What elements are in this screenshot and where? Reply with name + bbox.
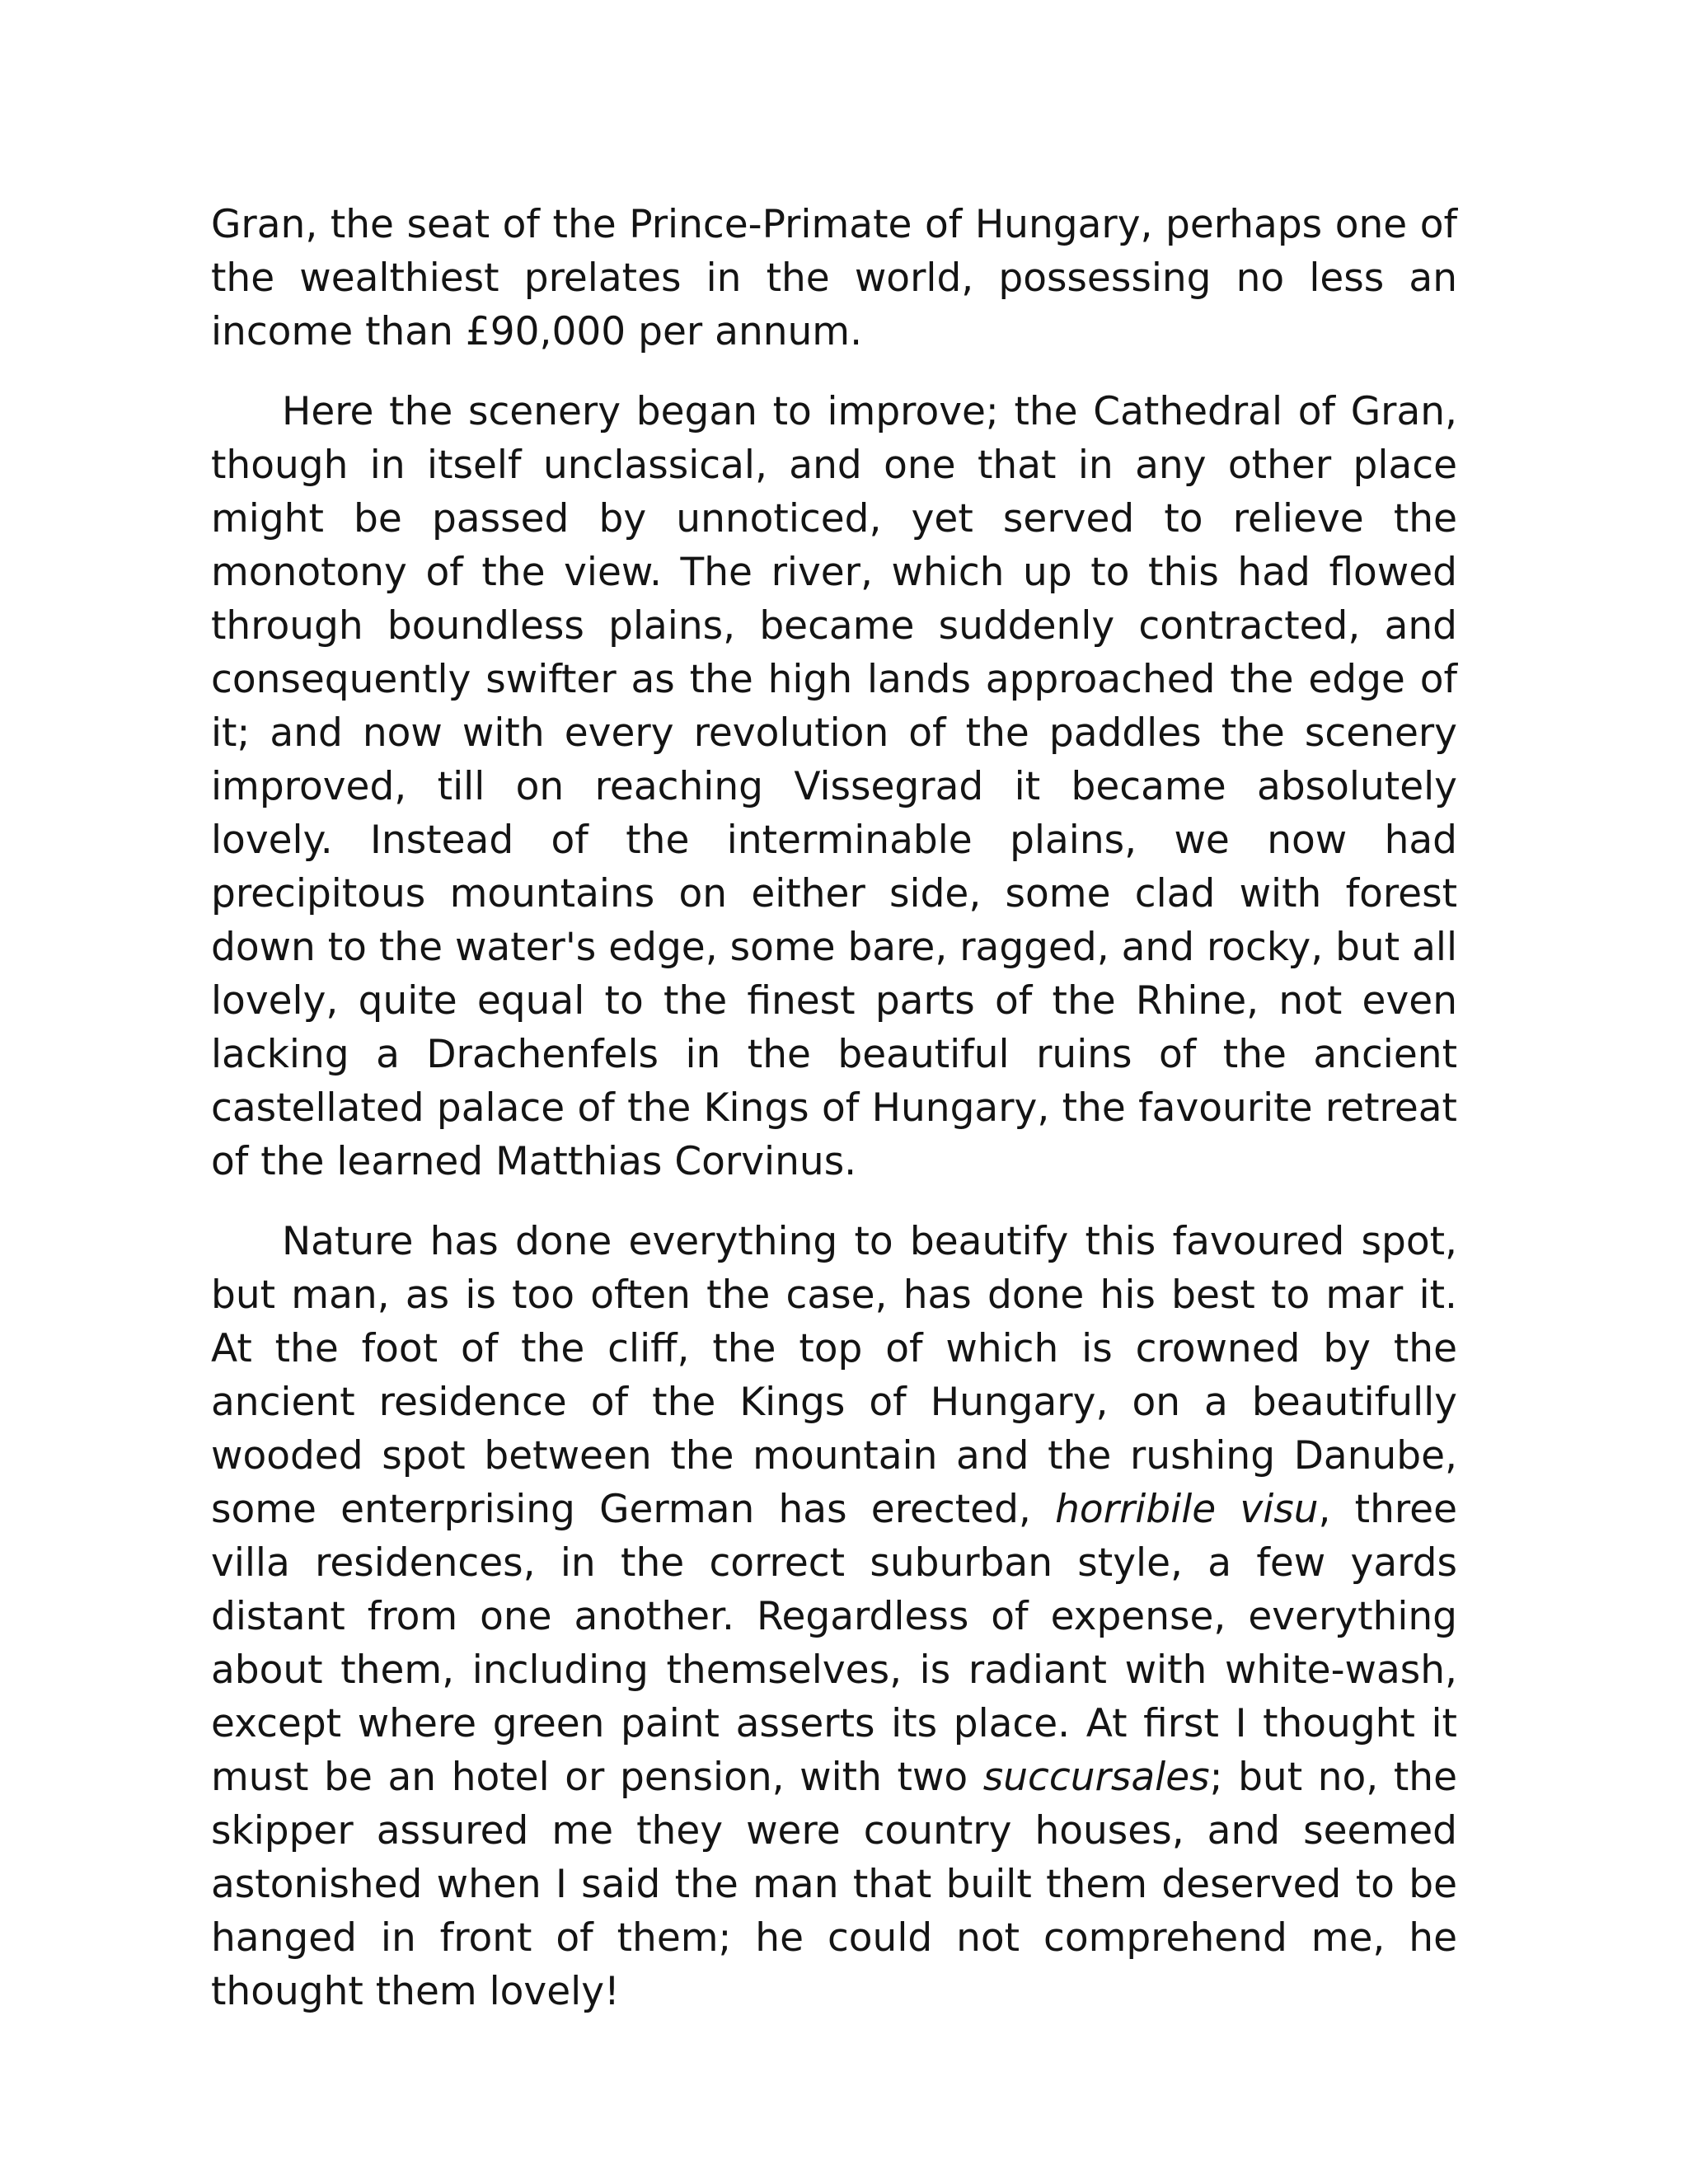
italic-phrase: horribile visu (1055, 1487, 1319, 1532)
paragraph-scenery: Here the scenery began to improve; the Cathedral of Gran, though in itself unclassical, and one that in any other place might be passed by unnoticed, yet served to relieve the monotony of the view. The river, which up to this had flowed through boundless plains, became suddenly contracted, and consequently swifter as the high lands approached the edge of it; and now with every revolution of the paddles the scenery improved, till on reaching Vissegrad it became absolutely lovely. Instead of the interminable plains, we now had precipitous mountains on either side, some clad with forest down to the water's edge, some bare, ragged, and rocky, but all lovely, quite equal to the finest parts of the Rhine, not even lacking a Drachenfels in the beautiful ruins of the ancient castellated palace of the Kings of Hungary, the favourite retreat of the learned Matthias Corvinus. (211, 389, 1458, 1184)
text-segment: ; but no, the skipper assured me they were country houses, and seemed astonished when I said the man that built them deserved to be hanged in front of them; he could not comprehend me, he thought them lovely! (211, 1755, 1457, 2014)
italic-phrase: succursales (982, 1755, 1210, 1800)
page-body (211, 198, 1457, 2045)
paragraph-villas (211, 1215, 1457, 2018)
text-segment: Nature has done everything to beautify this favoured spot, but man, as is too often the case, has done his best to mar it. At the foot of the cliff, the top of which is crowned by the ancient residence of the Kings of Hungary, on a beautifully wooded spot between the mountain and the rushing Danube, some enterprising German has erected, (211, 1219, 1457, 1532)
paragraph-continuation: Gran, the seat of the Prince-Primate of Hungary, perhaps one of the wealthiest prelates in the world, possessing no less an income than £90,000 per annum. (211, 202, 1457, 354)
text-segment: , three villa residences, in the correct suburban style, a few yards distant from one another. Regardless of expense, everything about them, including themselves, is radiant with white-wash, except where green paint asserts its place. At first I thought it must be an hotel or pension, with two (211, 1487, 1458, 1800)
